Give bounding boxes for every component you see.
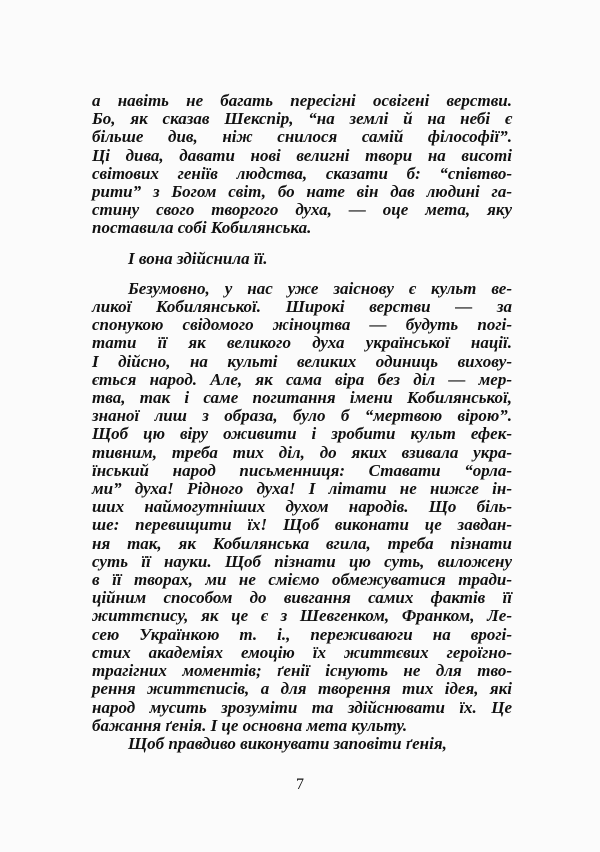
text-line: а навіть не багать пересігні освігені верстви. bbox=[92, 91, 512, 110]
text-line: тивним, треба тих діл, до яких взивала укра- bbox=[92, 442, 512, 462]
text-line: більше див, ніж снилося самій філософії”. bbox=[92, 127, 512, 147]
paragraph bbox=[92, 250, 512, 268]
text-line: ликої Кобилянської. Широкі верстви — за bbox=[92, 297, 512, 317]
text-line: І вона здійснила її. bbox=[128, 248, 268, 268]
text-line: бажання ґенія. І це основна мета культу. bbox=[92, 715, 408, 735]
text-line: поставила собі Кобилянська. bbox=[92, 218, 312, 238]
paragraph bbox=[92, 280, 512, 735]
page-body-text bbox=[92, 92, 512, 753]
paragraph bbox=[92, 92, 512, 238]
page-number: 7 bbox=[296, 776, 304, 793]
text-line: І дійсно, на культі великих одиниць вихову- bbox=[92, 351, 512, 371]
text-line: спонукою свідомого жіноцтва — будуть погі- bbox=[92, 315, 512, 335]
text-line: тва, так і саме погитання імени Кобилянської, bbox=[92, 388, 512, 408]
text-line: Щоб правдиво виконувати заповіти ґенія, bbox=[128, 733, 447, 753]
text-line: життєпису, як це є з Шевгенком, Франком, Ле- bbox=[92, 606, 512, 626]
text-line: ня так, як Кобилянська вгила, треба пізнати bbox=[92, 533, 512, 553]
text-line: знаної лиш з образа, було б “мертвою вірою”. bbox=[92, 406, 512, 426]
text-line: суть її науки. Щоб пізнати цю суть, виложену bbox=[92, 551, 512, 571]
text-line: рення життєписів, а для творення тих ідея, які bbox=[92, 679, 512, 699]
text-line: світових геніїв людства, сказати б: “співтво- bbox=[92, 163, 512, 183]
text-line: ційним способом до вивгання самих фактів її bbox=[92, 588, 512, 608]
text-line: трагігних моментів; ґенії існують не для тво- bbox=[92, 661, 512, 681]
paragraph bbox=[92, 735, 512, 753]
paragraph-gap bbox=[92, 238, 512, 250]
text-line: тати її як великого духа української нації. bbox=[92, 333, 512, 353]
text-line: Ці дива, давати нові велигні твори на висоті bbox=[92, 145, 512, 165]
text-line: ше: перевищити їх! Щоб виконати це завдан- bbox=[92, 515, 512, 535]
text-line: ших наймогутніших духом народів. Що біль- bbox=[92, 497, 512, 517]
text-line: народ мусить зрозуміти та здійснювати їх. Це bbox=[92, 697, 512, 717]
text-line: Щоб цю віру оживити і зробити культ ефек- bbox=[92, 424, 512, 444]
text-line: стих академіях емоцію їх життєвих героїгно- bbox=[92, 642, 512, 662]
text-line: в її творах, ми не сміємо обмежуватися тради- bbox=[92, 570, 512, 590]
text-line: сею Українкою т. і., переживаюги на врогі- bbox=[92, 624, 512, 644]
text-line: Бо, як сказав Шекспір, “на землі й на небі є bbox=[92, 109, 512, 129]
text-line: Безумовно, у нас уже заіснову є культ ве- bbox=[128, 278, 512, 298]
text-line: ється народ. Але, як сама віра без діл — мер- bbox=[92, 369, 512, 389]
text-line: їнський народ письменниця: Ставати “орла- bbox=[92, 460, 512, 480]
text-line: стину свого творгого духа, — оце мета, яку bbox=[92, 200, 512, 220]
text-line: ми” духа! Рідного духа! І літати не нижге ін- bbox=[92, 479, 512, 499]
text-line: рити” з Богом світ, бо нате він дав людині га- bbox=[92, 182, 512, 202]
